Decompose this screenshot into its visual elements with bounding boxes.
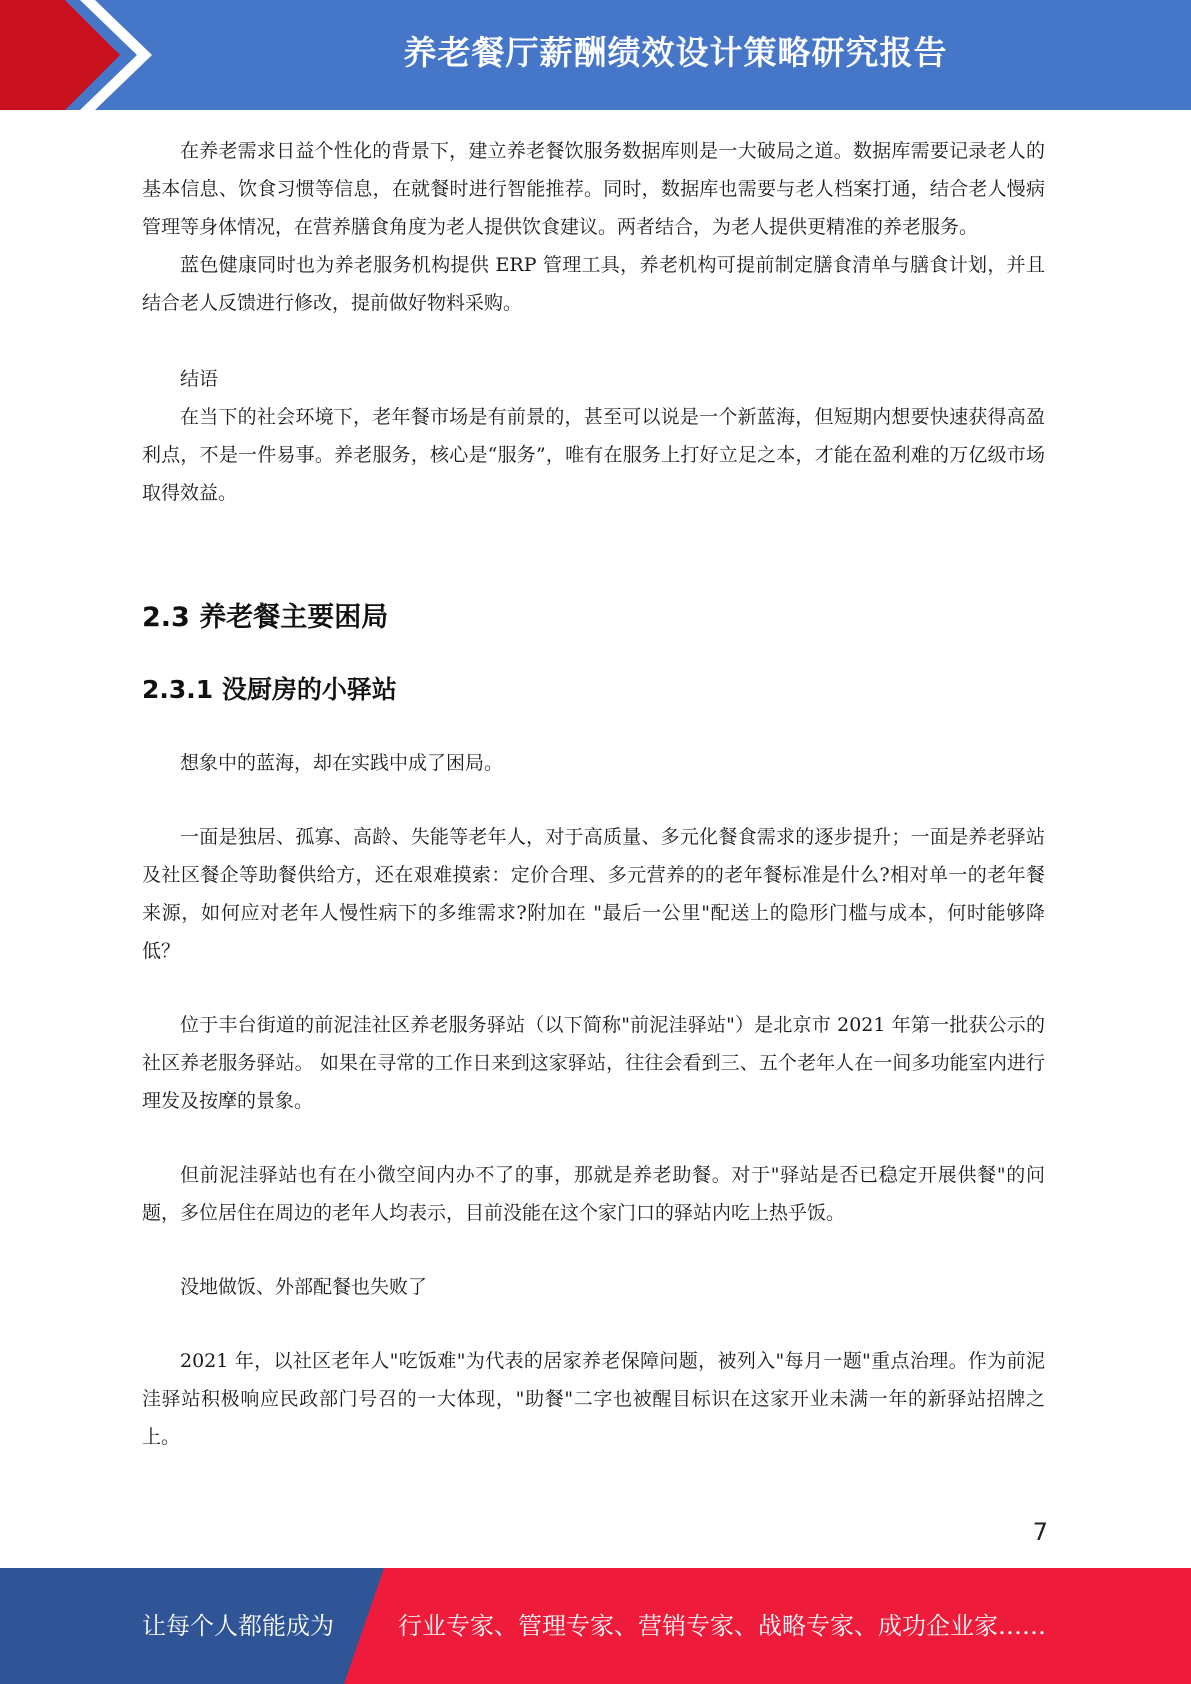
- paragraph: 没地做饭、外部配餐也失败了: [180, 1276, 428, 1298]
- report-title: 养老餐厅薪酬绩效设计策略研究报告: [403, 33, 948, 72]
- document-body: [142, 132, 1045, 1456]
- paragraph: 但前泥洼驿站也有在小微空间内办不了的事，那就是养老助餐。对于"驿站是否已稳定开展供餐"的问题，多位居住在周边的老年人均表示，目前没能在这个家门口的驿站内吃上热乎饭。: [142, 1164, 1045, 1224]
- paragraph: 在当下的社会环境下，老年餐市场是有前景的，甚至可以说是一个新蓝海，但短期内想要快速获得高盈利点，不是一件易事。养老服务，核心是“服务”，唯有在服务上打好立足之本，才能在盈利难的万亿级市场取得效益。: [142, 406, 1045, 504]
- section-heading: 2.3 养老餐主要困局: [142, 602, 389, 633]
- paragraph: 蓝色健康同时也为养老服务机构提供 ERP 管理工具，养老机构可提前制定膳食清单与膳食计划，并且结合老人反馈进行修改，提前做好物料采购。: [142, 254, 1045, 314]
- subsection-heading: 2.3.1 没厨房的小驿站: [142, 675, 397, 704]
- page-header: [0, 0, 1191, 110]
- paragraph: 在养老需求日益个性化的背景下，建立养老餐饮服务数据库则是一大破局之道。数据库需要记录老人的基本信息、饮食习惯等信息，在就餐时进行智能推荐。同时，数据库也需要与老人档案打通，结合老人慢病管理等身体情况，在营养膳食角度为老人提供饮食建议。两者结合，为老人提供更精准的养老服务。: [142, 140, 1045, 238]
- paragraph: 一面是独居、孤寡、高龄、失能等老年人，对于高质量、多元化餐食需求的逐步提升；一面是养老驿站及社区餐企等助餐供给方，还在艰难摸索：定价合理、多元营养的的老年餐标准是什么?相对单一的老年餐来源，如何应对老年人慢性病下的多维需求?附加在 "最后一公里"配送上的隐形门槛与成本，何时能够降低？: [142, 826, 1045, 962]
- page-number: 7: [1032, 1518, 1048, 1546]
- conclusion-label: 结语: [180, 368, 219, 390]
- footer-slogan-left: 让每个人都能成为: [142, 1612, 334, 1640]
- paragraph: 2021 年，以社区老年人"吃饭难"为代表的居家养老保障问题，被列入"每月一题"重点治理。作为前泥洼驿站积极响应民政部门号召的一大体现，"助餐"二字也被醒目标识在这家开业未满一年的新驿站招牌之上。: [142, 1350, 1045, 1448]
- paragraph: 位于丰台街道的前泥洼社区养老服务驿站（以下简称"前泥洼驿站"）是北京市 2021 年第一批获公示的社区养老服务驿站。 如果在寻常的工作日来到这家驿站，往往会看到三、五个老年人在一间多功能室内进行理发及按摩的景象。: [142, 1014, 1045, 1112]
- header-arrow-decoration: [0, 0, 200, 110]
- footer-slogan-right: 行业专家、管理专家、营销专家、战略专家、成功企业家……: [398, 1612, 1046, 1640]
- page-footer: [0, 1568, 1191, 1684]
- paragraph: 想象中的蓝海，却在实践中成了困局。: [180, 752, 504, 774]
